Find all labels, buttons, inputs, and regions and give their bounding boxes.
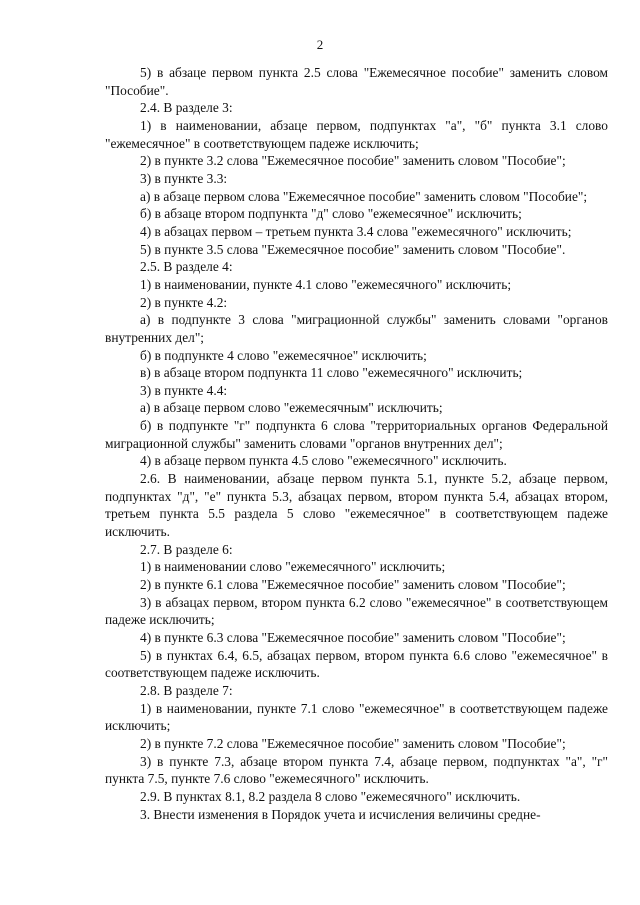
paragraph: 2.9. В пунктах 8.1, 8.2 раздела 8 слово "ежемесячного" исключить. (140, 788, 521, 804)
paragraph: 2) в пункте 6.1 слова "Ежемесячное пособие" заменить словом "Пособие"; (140, 577, 566, 593)
document-body (105, 64, 608, 823)
paragraph: 3) в пункте 4.4: (140, 382, 228, 398)
paragraph: 1) в наименовании, пункте 7.1 слово "ежемесячное" в соответствующем падеже исключить; (105, 700, 608, 734)
paragraph: 2.5. В разделе 4: (140, 259, 233, 275)
paragraph: 2) в пункте 7.2 слова "Ежемесячное пособие" заменить словом "Пособие"; (140, 735, 566, 751)
paragraph: 1) в наименовании слово "ежемесячного" исключить; (140, 559, 446, 575)
paragraph: б) в подпункте "г" подпункта 6 слова "территориальных органов Федеральной миграционной службы" заменить словами "органов внутренних дел"; (105, 418, 608, 451)
paragraph: а) в подпункте 3 слова "миграционной службы" заменить словами "органов внутренних дел"; (105, 312, 608, 345)
paragraph: б) в подпункте 4 слово "ежемесячное" исключить; (140, 347, 427, 363)
paragraph: 2.7. В разделе 6: (140, 541, 233, 557)
paragraph: 5) в пункте 3.5 слова "Ежемесячное пособие" заменить словом "Пособие". (140, 241, 566, 257)
paragraph: 3) в пункте 3.3: (140, 170, 228, 186)
paragraph: 5) в абзаце первом пункта 2.5 слова "Ежемесячное пособие" заменить словом "Пособие". (105, 65, 608, 98)
paragraph: 4) в пункте 6.3 слова "Ежемесячное пособие" заменить словом "Пособие"; (140, 630, 566, 645)
paragraph: 4) в абзаце первом пункта 4.5 слово "ежемесячного" исключить. (140, 453, 507, 469)
paragraph: 3) в абзацах первом, втором пункта 6.2 слово "ежемесячное" в соответствующем падеже исключить; (105, 594, 608, 628)
paragraph: б) в абзаце втором подпункта "д" слово "ежемесячное" исключить; (140, 206, 522, 222)
paragraph: 2.8. В разделе 7: (140, 682, 233, 698)
paragraph: 3) в пункте 7.3, абзаце втором пункта 7.4, абзаце первом, подпунктах "а", "г" пункта 7.5, пункте 7.6 слово "ежемесячного" исключить. (105, 753, 608, 787)
paragraph: 2) в пункте 4.2: (140, 294, 228, 310)
paragraph: 1) в наименовании, абзаце первом, подпунктах "а", "б" пункта 3.1 слово "ежемесячное" в соответствующем падеже исключить; (105, 117, 608, 151)
paragraph: а) в абзаце первом слово "ежемесячным" исключить; (140, 400, 443, 416)
paragraph: в) в абзаце втором подпункта 11 слово "ежемесячного" исключить; (140, 365, 523, 381)
paragraph: 4) в абзацах первом – третьем пункта 3.4 слова "ежемесячного" исключить; (140, 223, 572, 239)
paragraph: а) в абзаце первом слова "Ежемесячное пособие" заменить словом "Пособие"; (140, 188, 588, 204)
paragraph: 2) в пункте 3.2 слова "Ежемесячное пособие" заменить словом "Пособие"; (140, 153, 566, 169)
paragraph: 3. Внести изменения в Порядок учета и исчисления величины средне- (140, 806, 541, 822)
page-number: 2 (316, 37, 324, 52)
paragraph: 5) в пунктах 6.4, 6.5, абзацах первом, втором пункта 6.6 слово "ежемесячное" в соответствующем падеже исключить. (105, 647, 608, 681)
paragraph: 2.6. В наименовании, абзаце первом пункта 5.1, пункте 5.2, абзаце первом, подпунктах "д", "е" пункта 5.3, абзацах первом, втором пункта 5.4, абзацах втором, третьем пункта 5.5 раздела 5 слово "ежемесячное" в соответствующем падеже исключить. (105, 471, 608, 540)
paragraph: 2.4. В разделе 3: (140, 100, 233, 116)
paragraph: 1) в наименовании, пункте 4.1 слово "ежемесячного" исключить; (140, 276, 512, 292)
